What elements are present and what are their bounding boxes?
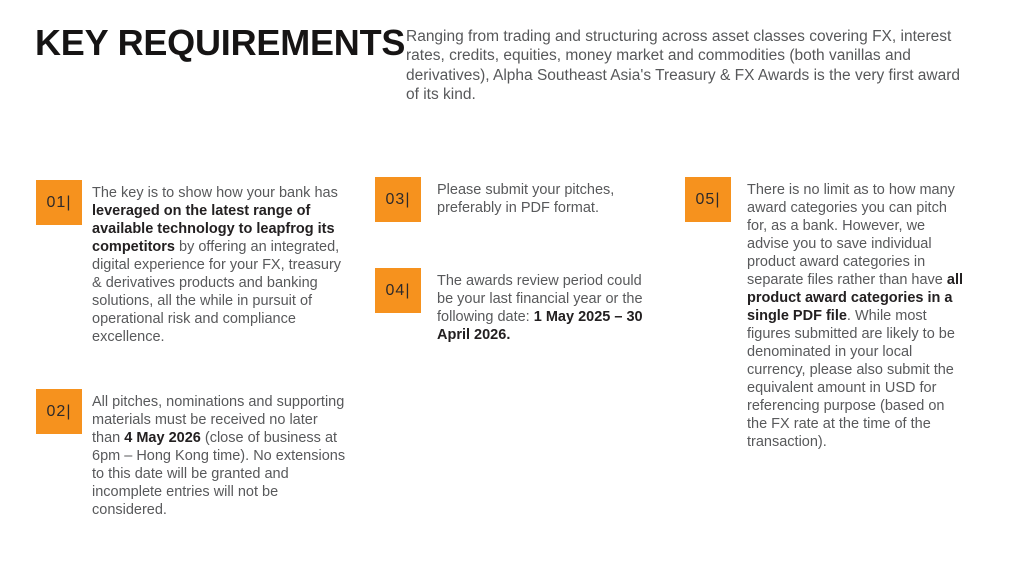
item-body-text: There is no limit as to how many award categories you can pitch for, as a bank. However, we advise you to save individual product award categories in separate files rather than have all product award categories in a single PDF file. While most figures submitted are likely to be denominated in your local currency, please also submit the equivalent amount in USD for referencing purpose (based on the FX rate at the time of the transaction). [747,182,964,450]
requirement-item-01 [36,180,344,346]
item-number-badge: 02| [36,389,82,434]
item-number-badge: 04| [375,268,421,313]
item-body-text: All pitches, nominations and supporting materials must be received no later than 4 May 2026 (close of business at 6pm – Hong Kong time). No extensions to this date will be granted and incomplete entries will not be considered. [92,394,346,518]
item-body-text: Please submit your pitches, preferably in PDF format. [437,182,615,216]
requirement-item-04 [375,268,655,344]
item-number-badge: 03| [375,177,421,222]
intro-paragraph: Ranging from trading and structuring across asset classes covering FX, interest rates, credits, equities, money market and commodities (both vanillas and derivatives), Alpha Southeast Asia's Treasury & FX Awards is the very first award of its kind. [406,28,961,103]
item-number-badge: 01| [36,180,82,225]
page-title: KEY REQUIREMENTS [35,22,406,63]
requirement-item-02 [36,389,348,519]
requirement-item-05 [685,177,968,451]
item-body-text: The awards review period could be your last financial year or the following date: 1 May 2025 – 30 April 2026. [437,273,643,343]
item-number-badge: 05| [685,177,731,222]
requirement-item-03 [375,177,655,222]
item-body-text: The key is to show how your bank has leveraged on the latest range of available technology to leapfrog its competitors by offering an integrated, digital experience for your FX, treasury & derivatives products and banking solutions, all the while in pursuit of operational risk and compliance excellence. [92,185,342,345]
